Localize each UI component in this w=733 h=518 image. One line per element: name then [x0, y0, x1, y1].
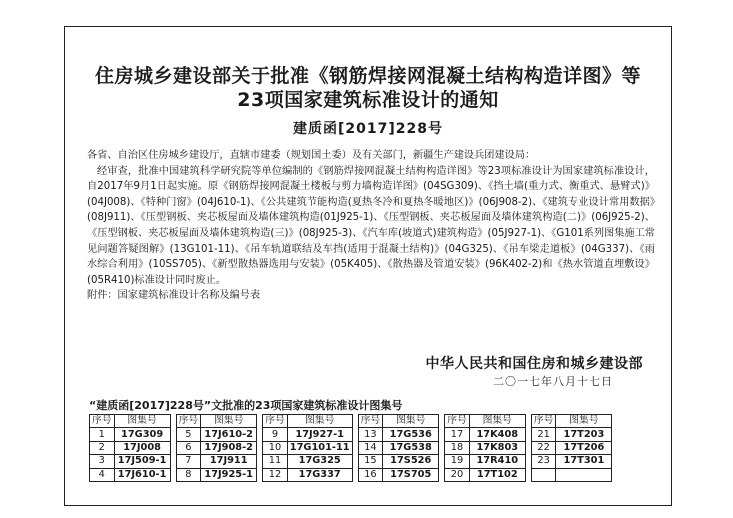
atlas-code-cell: 17T301: [556, 455, 612, 468]
atlas-code-cell: 17G101-11: [287, 441, 352, 454]
header-seq: 序号: [176, 415, 201, 428]
seq-cell: [531, 468, 556, 481]
header-seq: 序号: [263, 415, 288, 428]
atlas-code-cell: 17T203: [556, 428, 612, 441]
seq-cell: 20: [445, 468, 470, 481]
header-seq: 序号: [531, 415, 556, 428]
header-atlas-code: 图集号: [383, 415, 439, 428]
notice-title-line2: 23项国家建筑标准设计的通知: [237, 89, 499, 111]
atlas-code-cell: 17J925-1: [201, 468, 257, 481]
seq-cell: 10: [263, 441, 288, 454]
notice-page: [64, 26, 672, 506]
atlas-code-cell: 17G536: [383, 428, 439, 441]
seq-cell: 4: [90, 468, 115, 481]
header-seq: 序号: [445, 415, 470, 428]
atlas-code-cell: [556, 468, 612, 481]
seq-cell: 15: [358, 455, 383, 468]
atlas-code-cell: 17K408: [469, 428, 525, 441]
atlas-code-cell: 17J911: [201, 455, 257, 468]
table-row: [90, 455, 612, 468]
seq-cell: 12: [263, 468, 288, 481]
seq-cell: 9: [263, 428, 288, 441]
seq-cell: 16: [358, 468, 383, 481]
attachment-line: 附件：国家建筑标准设计名称及编号表: [87, 290, 261, 302]
seq-cell: 19: [445, 455, 470, 468]
header-seq: 序号: [90, 415, 115, 428]
seq-cell: 1: [90, 428, 115, 441]
salutation: 各省、自治区住房城乡建设厅，直辖市建委（规划国土委）及有关部门，新疆生产建设兵团建设局：: [87, 150, 536, 161]
atlas-code-cell: 17G309: [114, 428, 170, 441]
seq-cell: 11: [263, 455, 288, 468]
issue-date: 二〇一七年八月十七日: [493, 375, 613, 388]
atlas-code-cell: 17S705: [383, 468, 439, 481]
body-paragraph: 经审查，批准中国建筑科学研究院等单位编制的《钢筋焊接网混凝土结构构造详图》等23项标准设计为国家建筑标准设计，自2017年9月1日起实施。原《钢筋焊接网混凝土楼板与剪力墙构造详图》(04SG309)、《挡土墙(重力式、衡重式、悬臂式)》(04J008)、《特种门窗》(04J610-1)、《公共建筑节能构造(夏热冬冷和夏热冬暖地区)》(06J908-2)、《建筑专业设计常用数据》(08J911)、《压型钢板、夹芯板屋面及墙体建筑构造(01J925-1)、《压型钢板、夹芯板屋面及墙体建筑构造(二)》(06J925-2)、《压型钢板、夹芯板屋面及墙体建筑构造(三)》(08J925-3)、《汽车库(坡道式)建筑构造》(05J927-1)、《G101系列图集施工常见问题答疑图解》(13G101-11)、《吊车轨道联结及车挡(适用于混凝土结构)》(04G325)、《吊车梁走道板》(04G337)、《雨水综合利用》(10SS705)、《新型散热器选用与安装》(05K405)、《散热器及管道安装》(96K402-2)和《热水管道直埋敷设》(05R410)标准设计同时废止。: [87, 165, 655, 286]
atlas-code-cell: 17J610-1: [114, 468, 170, 481]
seq-cell: 5: [176, 428, 201, 441]
atlas-code-cell: 17J927-1: [287, 428, 352, 441]
atlas-code-cell: 17J610-2: [201, 428, 257, 441]
seq-cell: 23: [531, 455, 556, 468]
atlas-code-cell: 17R410: [469, 455, 525, 468]
header-atlas-code: 图集号: [469, 415, 525, 428]
seq-cell: 7: [176, 455, 201, 468]
seq-cell: 22: [531, 441, 556, 454]
seq-cell: 21: [531, 428, 556, 441]
atlas-code-cell: 17J008: [114, 441, 170, 454]
atlas-code-table: [89, 414, 612, 482]
atlas-code-cell: 17G337: [287, 468, 352, 481]
header-atlas-code: 图集号: [201, 415, 257, 428]
header-atlas-code: 图集号: [556, 415, 612, 428]
header-atlas-code: 图集号: [114, 415, 170, 428]
atlas-code-cell: 17T102: [469, 468, 525, 481]
header-atlas-code: 图集号: [287, 415, 352, 428]
atlas-code-cell: 17J509-1: [114, 455, 170, 468]
notice-body: [87, 148, 655, 304]
seq-cell: 18: [445, 441, 470, 454]
issuing-authority: 中华人民共和国住房和城乡建设部: [425, 356, 643, 372]
seq-cell: 6: [176, 441, 201, 454]
atlas-code-cell: 17G538: [383, 441, 439, 454]
document-number: 建质函[2017]228号: [293, 121, 443, 137]
seq-cell: 14: [358, 441, 383, 454]
table-header-row: [90, 415, 612, 428]
seq-cell: 3: [90, 455, 115, 468]
seq-cell: 8: [176, 468, 201, 481]
atlas-code-cell: 17K803: [469, 441, 525, 454]
atlas-code-cell: 17S526: [383, 455, 439, 468]
header-seq: 序号: [358, 415, 383, 428]
seq-cell: 2: [90, 441, 115, 454]
atlas-code-cell: 17T206: [556, 441, 612, 454]
table-caption: “建质函[2017]228号”文批准的23项国家建筑标准设计图集号: [89, 399, 403, 412]
seq-cell: 17: [445, 428, 470, 441]
seq-cell: 13: [358, 428, 383, 441]
atlas-code-cell: 17G325: [287, 455, 352, 468]
atlas-code-cell: 17J908-2: [201, 441, 257, 454]
notice-title-line1: 住房城乡建设部关于批准《钢筋焊接网混凝土结构构造详图》等: [94, 65, 641, 87]
table-row: [90, 441, 612, 454]
table-row: [90, 428, 612, 441]
table-row: [90, 468, 612, 481]
